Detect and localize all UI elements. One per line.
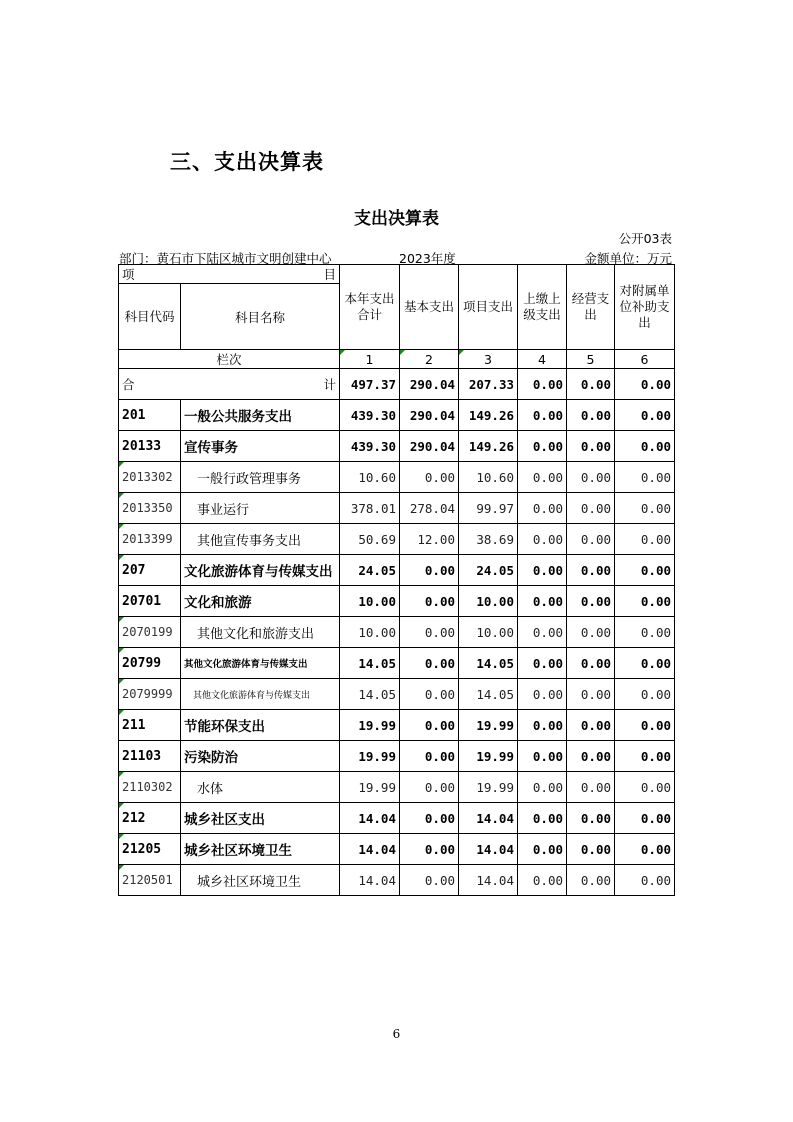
amount-cell: 14.04 — [340, 865, 400, 896]
subject-code: 2013399 — [119, 524, 181, 555]
amount-cell: 0.00 — [400, 741, 459, 772]
subject-code: 20701 — [119, 586, 181, 617]
subject-code: 20133 — [119, 431, 181, 462]
subject-name: 一般公共服务支出 — [181, 400, 340, 431]
subject-name: 文化和旅游 — [181, 586, 340, 617]
amount-cell: 0.00 — [567, 617, 615, 648]
amount-cell: 0.00 — [615, 493, 675, 524]
subject-code: 211 — [119, 710, 181, 741]
item-header-right: 目 — [323, 267, 336, 282]
amount-cell: 0.00 — [400, 710, 459, 741]
subject-name: 其他文化旅游体育与传媒支出 — [181, 679, 340, 710]
amount-cell: 0.00 — [615, 834, 675, 865]
header-row-item — [119, 265, 675, 284]
amount-cell: 0.00 — [518, 834, 567, 865]
amount-cell: 278.04 — [400, 493, 459, 524]
amount-cell: 0.00 — [400, 772, 459, 803]
subject-name: 事业运行 — [181, 493, 340, 524]
amount-cell: 0.00 — [615, 617, 675, 648]
amount-cell: 0.00 — [518, 493, 567, 524]
amount-cell: 10.60 — [340, 462, 400, 493]
amount-cell: 0.00 — [518, 679, 567, 710]
amount-cell: 439.30 — [340, 431, 400, 462]
sequence-cell: 6 — [615, 350, 675, 369]
amount-cell: 0.00 — [518, 462, 567, 493]
amount-cell: 14.04 — [459, 865, 518, 896]
amount-cell: 0.00 — [518, 803, 567, 834]
sequence-cell: 4 — [518, 350, 567, 369]
amount-cell: 14.05 — [459, 648, 518, 679]
table-row — [119, 679, 675, 710]
amount-cell: 0.00 — [567, 710, 615, 741]
amount-cell: 14.05 — [340, 648, 400, 679]
total-value: 0.00 — [518, 369, 567, 400]
table-row — [119, 772, 675, 803]
amount-cell: 24.05 — [340, 555, 400, 586]
amount-cell: 10.00 — [459, 586, 518, 617]
amount-cell: 0.00 — [615, 648, 675, 679]
amount-cell: 14.04 — [459, 834, 518, 865]
col-header-subsidy: 对附属单位补助支出 — [615, 265, 675, 350]
amount-cell: 290.04 — [400, 400, 459, 431]
amount-cell: 0.00 — [400, 586, 459, 617]
amount-cell: 0.00 — [567, 648, 615, 679]
unit-label: 金额单位：万元 — [584, 251, 672, 266]
sequence-label: 栏次 — [119, 350, 340, 369]
amount-cell: 10.00 — [340, 586, 400, 617]
amount-cell: 19.99 — [459, 772, 518, 803]
amount-cell: 0.00 — [518, 741, 567, 772]
amount-cell: 0.00 — [615, 803, 675, 834]
table-row — [119, 710, 675, 741]
amount-cell: 0.00 — [567, 462, 615, 493]
table-title: 支出决算表 — [354, 209, 439, 229]
amount-cell: 0.00 — [400, 648, 459, 679]
subject-name: 城乡社区环境卫生 — [181, 865, 340, 896]
item-header-cell — [119, 265, 340, 284]
amount-cell: 0.00 — [400, 555, 459, 586]
amount-cell: 19.99 — [459, 741, 518, 772]
amount-cell: 12.00 — [400, 524, 459, 555]
total-label-right: 计 — [323, 377, 336, 392]
total-value: 0.00 — [567, 369, 615, 400]
amount-cell: 0.00 — [518, 772, 567, 803]
subject-name: 城乡社区环境卫生 — [181, 834, 340, 865]
total-label-cell — [119, 369, 340, 400]
amount-cell: 19.99 — [340, 741, 400, 772]
sequence-cell: 2 — [400, 350, 459, 369]
item-header-left: 项 — [122, 267, 135, 282]
amount-cell: 0.00 — [518, 865, 567, 896]
total-row — [119, 369, 675, 400]
amount-cell: 0.00 — [567, 555, 615, 586]
amount-cell: 0.00 — [400, 679, 459, 710]
subject-code: 2013350 — [119, 493, 181, 524]
amount-cell: 0.00 — [615, 586, 675, 617]
amount-cell: 14.05 — [340, 679, 400, 710]
amount-cell: 0.00 — [567, 586, 615, 617]
amount-cell: 0.00 — [567, 493, 615, 524]
table-row — [119, 524, 675, 555]
subject-code: 2070199 — [119, 617, 181, 648]
amount-cell: 14.04 — [459, 803, 518, 834]
amount-cell: 0.00 — [567, 865, 615, 896]
sequence-cell: 3 — [459, 350, 518, 369]
amount-cell: 14.04 — [340, 834, 400, 865]
col-header-project: 项目支出 — [459, 265, 518, 350]
subject-code: 21205 — [119, 834, 181, 865]
table-row — [119, 617, 675, 648]
table-row — [119, 834, 675, 865]
total-value: 290.04 — [400, 369, 459, 400]
subject-name: 文化旅游体育与传媒支出 — [181, 555, 340, 586]
subject-code: 201 — [119, 400, 181, 431]
amount-cell: 0.00 — [400, 834, 459, 865]
amount-cell: 19.99 — [459, 710, 518, 741]
amount-cell: 0.00 — [518, 710, 567, 741]
amount-cell: 0.00 — [518, 400, 567, 431]
amount-cell: 19.99 — [340, 710, 400, 741]
amount-cell: 0.00 — [400, 803, 459, 834]
subject-code: 2079999 — [119, 679, 181, 710]
subject-name: 宣传事务 — [181, 431, 340, 462]
amount-cell: 0.00 — [567, 803, 615, 834]
sequence-cell: 1 — [340, 350, 400, 369]
amount-cell: 0.00 — [567, 679, 615, 710]
sequence-row — [119, 350, 675, 369]
amount-cell: 19.99 — [340, 772, 400, 803]
amount-cell: 0.00 — [615, 710, 675, 741]
amount-cell: 14.05 — [459, 679, 518, 710]
department-label: 部门：黄石市下陆区城市文明创建中心 — [119, 251, 332, 266]
amount-cell: 0.00 — [567, 400, 615, 431]
table-row — [119, 803, 675, 834]
amount-cell: 0.00 — [518, 524, 567, 555]
subject-code: 2013302 — [119, 462, 181, 493]
amount-cell: 0.00 — [518, 648, 567, 679]
amount-cell: 0.00 — [615, 865, 675, 896]
amount-cell: 0.00 — [567, 524, 615, 555]
table-row — [119, 462, 675, 493]
sequence-cell: 5 — [567, 350, 615, 369]
amount-cell: 0.00 — [567, 772, 615, 803]
amount-cell: 38.69 — [459, 524, 518, 555]
table-row — [119, 431, 675, 462]
subject-name: 其他文化和旅游支出 — [181, 617, 340, 648]
amount-cell: 24.05 — [459, 555, 518, 586]
amount-cell: 0.00 — [567, 431, 615, 462]
col-header-total: 本年支出合计 — [340, 265, 400, 350]
subject-code: 212 — [119, 803, 181, 834]
subject-code: 2110302 — [119, 772, 181, 803]
subject-code: 207 — [119, 555, 181, 586]
year-label: 2023年度 — [399, 251, 456, 266]
table-row — [119, 555, 675, 586]
expenditure-table — [118, 264, 675, 896]
col-header-remit: 上缴上级支出 — [518, 265, 567, 350]
amount-cell: 290.04 — [400, 431, 459, 462]
amount-cell: 0.00 — [518, 555, 567, 586]
table-body — [119, 400, 675, 896]
amount-cell: 10.00 — [340, 617, 400, 648]
subject-code: 20799 — [119, 648, 181, 679]
subject-code: 2120501 — [119, 865, 181, 896]
amount-cell: 10.60 — [459, 462, 518, 493]
amount-cell: 0.00 — [518, 586, 567, 617]
col-header-basic: 基本支出 — [400, 265, 459, 350]
amount-cell: 0.00 — [400, 865, 459, 896]
amount-cell: 0.00 — [615, 462, 675, 493]
section-heading: 三、支出决算表 — [170, 150, 324, 174]
amount-cell: 149.26 — [459, 431, 518, 462]
amount-cell: 0.00 — [615, 524, 675, 555]
amount-cell: 149.26 — [459, 400, 518, 431]
amount-cell: 0.00 — [567, 834, 615, 865]
amount-cell: 0.00 — [615, 431, 675, 462]
col-header-name: 科目名称 — [181, 284, 340, 350]
table-row — [119, 865, 675, 896]
table-row — [119, 648, 675, 679]
amount-cell: 378.01 — [340, 493, 400, 524]
amount-cell: 0.00 — [615, 555, 675, 586]
table-row — [119, 400, 675, 431]
total-value: 207.33 — [459, 369, 518, 400]
subject-code: 21103 — [119, 741, 181, 772]
amount-cell: 0.00 — [400, 462, 459, 493]
subject-name: 城乡社区支出 — [181, 803, 340, 834]
amount-cell: 50.69 — [340, 524, 400, 555]
table-row — [119, 741, 675, 772]
form-code: 公开03表 — [618, 231, 672, 246]
table-row — [119, 586, 675, 617]
subject-name: 其他宣传事务支出 — [181, 524, 340, 555]
amount-cell: 0.00 — [615, 679, 675, 710]
amount-cell: 0.00 — [518, 617, 567, 648]
total-value: 497.37 — [340, 369, 400, 400]
amount-cell: 0.00 — [615, 741, 675, 772]
table-row — [119, 493, 675, 524]
amount-cell: 99.97 — [459, 493, 518, 524]
subject-name: 一般行政管理事务 — [181, 462, 340, 493]
subject-name: 其他文化旅游体育与传媒支出 — [181, 648, 340, 679]
amount-cell: 0.00 — [567, 741, 615, 772]
amount-cell: 10.00 — [459, 617, 518, 648]
subject-name: 水体 — [181, 772, 340, 803]
amount-cell: 439.30 — [340, 400, 400, 431]
total-label-left: 合 — [122, 377, 135, 392]
col-header-operating: 经营支出 — [567, 265, 615, 350]
amount-cell: 0.00 — [518, 431, 567, 462]
col-header-code: 科目代码 — [119, 284, 181, 350]
amount-cell: 0.00 — [400, 617, 459, 648]
total-value: 0.00 — [615, 369, 675, 400]
amount-cell: 14.04 — [340, 803, 400, 834]
subject-name: 污染防治 — [181, 741, 340, 772]
amount-cell: 0.00 — [615, 772, 675, 803]
amount-cell: 0.00 — [615, 400, 675, 431]
subject-name: 节能环保支出 — [181, 710, 340, 741]
page-number: 6 — [392, 1027, 401, 1041]
